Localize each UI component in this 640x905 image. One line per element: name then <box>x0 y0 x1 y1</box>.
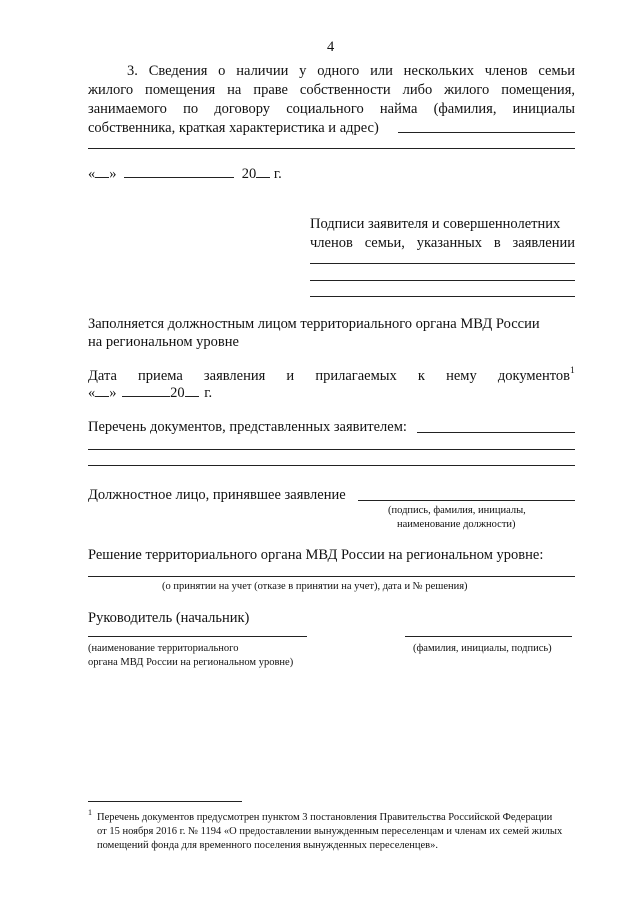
decision-label: Решение территориального органа МВД России на региональном уровне: <box>88 547 544 563</box>
decision-caption: (о принятии на учет (отказе в принятии на учет), дата и № решения) <box>162 581 468 592</box>
footnote-line2: от 15 ноября 2016 г. № 1194 «О предоставлении вынужденным переселенцам и членам их семей жилых <box>97 826 563 837</box>
application-date <box>88 165 282 183</box>
signature-line-2[interactable] <box>310 280 575 281</box>
date-month-blank[interactable] <box>124 165 234 178</box>
head-right-caption: (фамилия, инициалы, подпись) <box>413 643 552 654</box>
signature-line-1[interactable] <box>310 263 575 264</box>
section3-line2: жилого помещения на праве собственности либо жилого помещения, <box>88 82 575 98</box>
date-year-prefix: 20 <box>241 166 257 182</box>
official-person-fill-line[interactable] <box>358 500 575 501</box>
head-left-caption-2: органа МВД России на региональном уровне) <box>88 657 294 668</box>
footnote-separator <box>88 801 242 802</box>
receipt-close-quote: » <box>109 385 117 401</box>
date-open-quote: « <box>88 166 96 182</box>
section3-line4: собственника, краткая характеристика и адрес) <box>88 120 379 136</box>
date-close-quote: » <box>109 166 117 182</box>
receipt-year-blank[interactable] <box>185 384 199 397</box>
head-signature-line[interactable] <box>405 636 572 637</box>
official-person-label: Должностное лицо, принявшее заявление <box>88 487 346 503</box>
documents-fill-line-2[interactable] <box>88 449 575 450</box>
section3-fill-line-2[interactable] <box>88 148 575 149</box>
documents-fill-line-1[interactable] <box>417 432 575 433</box>
signatures-line2: членов семьи, указанных в заявлении <box>310 235 575 251</box>
official-person-caption-1: (подпись, фамилия, инициалы, <box>388 505 526 516</box>
documents-fill-line-3[interactable] <box>88 465 575 466</box>
head-organ-line[interactable] <box>88 636 307 637</box>
signature-line-3[interactable] <box>310 296 575 297</box>
receipt-date <box>88 384 212 402</box>
documents-list-label: Перечень документов, представленных заявителем: <box>88 419 407 435</box>
official-block-line1: Заполняется должностным лицом территориального органа МВД России <box>88 316 540 332</box>
receipt-month-blank[interactable] <box>122 384 170 397</box>
receipt-day-blank[interactable] <box>95 384 109 397</box>
footnote-ref: 1 <box>570 366 575 376</box>
footnote-mark: 1 <box>88 808 92 817</box>
receipt-open-quote: « <box>88 385 96 401</box>
footnote-line1: Перечень документов предусмотрен пунктом 3 постановления Правительства Российской Федерации <box>97 812 553 823</box>
section3-line1: 3. Сведения о наличии у одного или нескольких членов семьи <box>127 63 575 79</box>
head-label: Руководитель (начальник) <box>88 610 250 626</box>
section3-line3: занимаемого по договору социального найма (фамилия, инициалы <box>88 101 575 117</box>
page-number: 4 <box>327 39 335 55</box>
date-year-suffix: г. <box>273 166 282 182</box>
head-left-caption-1: (наименование территориального <box>88 643 239 654</box>
section3-fill-line-1[interactable] <box>398 132 575 133</box>
footnote-line3: помещений фонда для временного поселения вынужденных переселенцев». <box>97 840 438 851</box>
receipt-year-suffix: г. <box>204 385 213 401</box>
official-block-line2: на региональном уровне <box>88 334 239 350</box>
date-year-blank[interactable] <box>256 165 270 178</box>
receipt-label: Дата приема заявления и прилагаемых к нему документов <box>88 368 570 384</box>
signatures-line1: Подписи заявителя и совершеннолетних <box>310 216 561 232</box>
date-day-blank[interactable] <box>95 165 109 178</box>
official-person-caption-2: наименование должности) <box>397 519 516 530</box>
receipt-line1 <box>88 367 570 385</box>
decision-fill-line[interactable] <box>88 576 575 577</box>
receipt-year-prefix: 20 <box>170 385 185 401</box>
